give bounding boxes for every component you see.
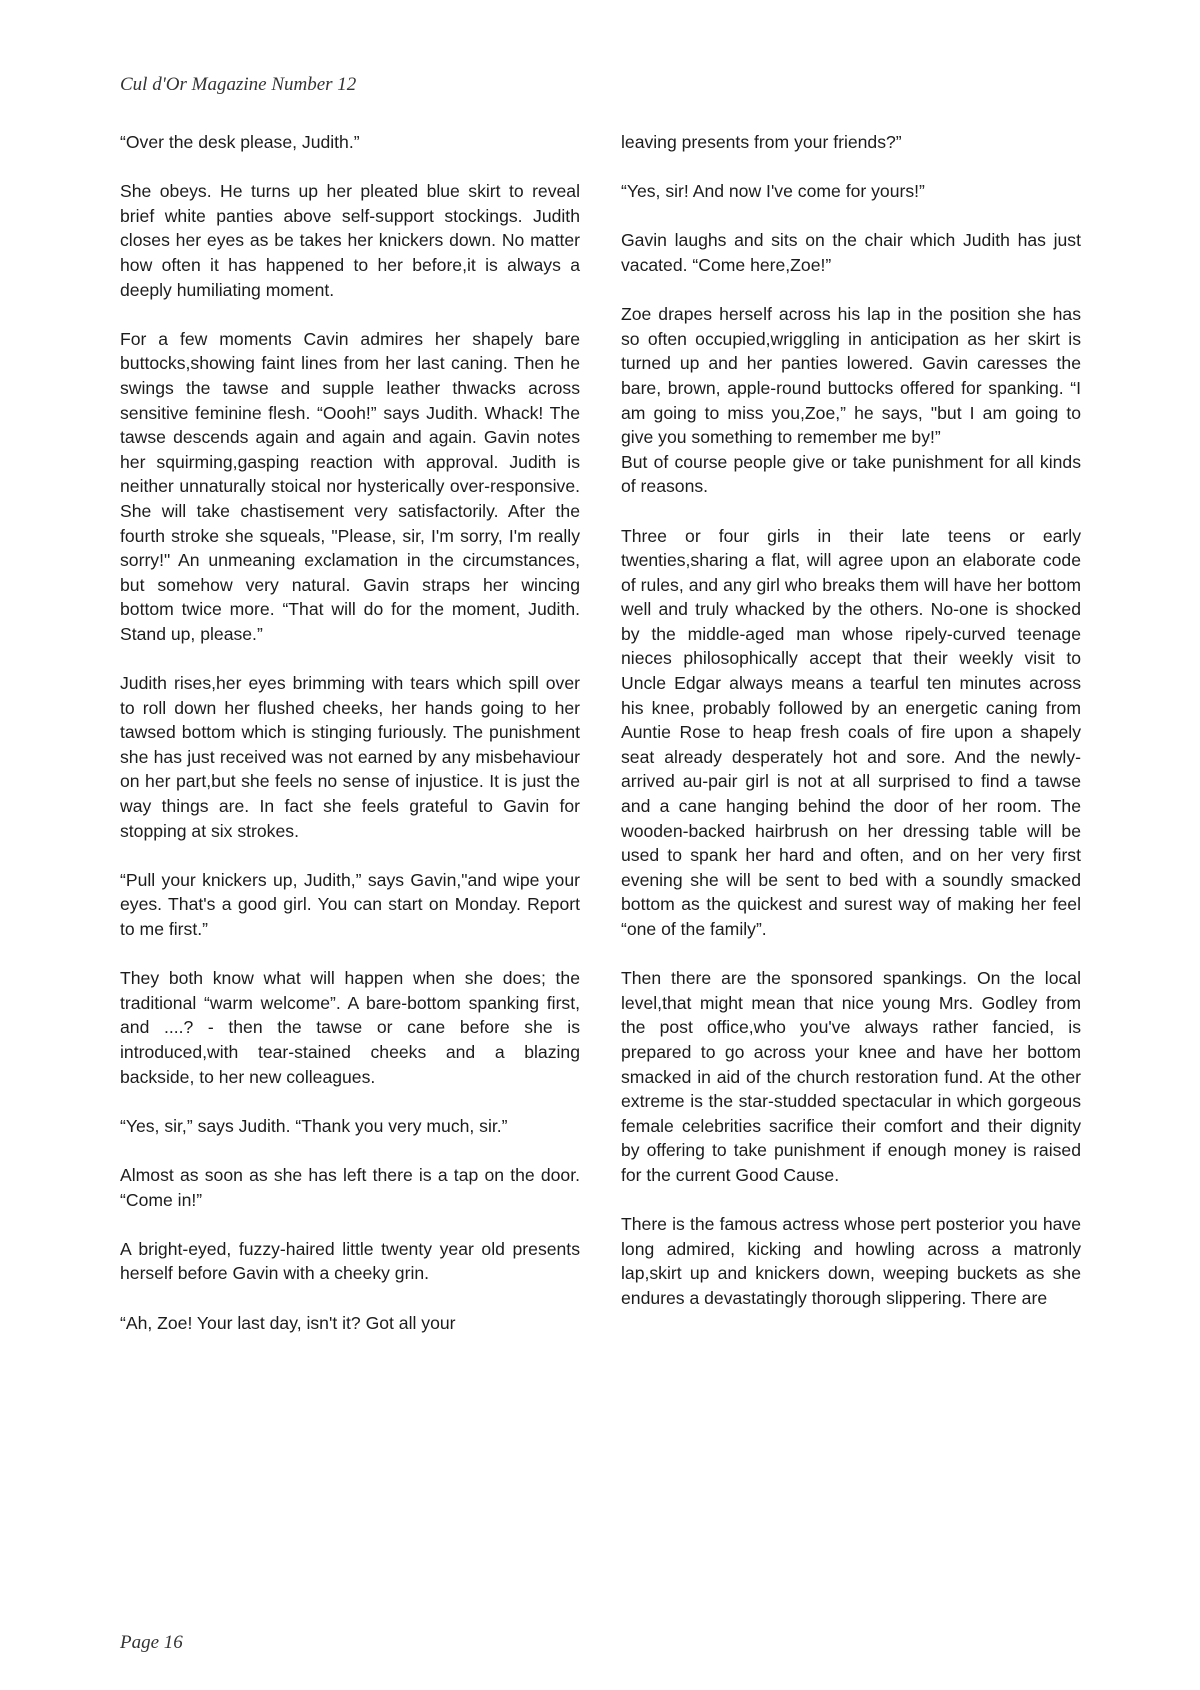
paragraph: “Over the desk please, Judith.”	[120, 132, 360, 152]
paragraph: “Ah, Zoe! Your last day, isn't it? Got all your	[120, 1312, 456, 1333]
paragraph: Then there are the sponsored spankings. On the local level,that might mean that nice young Mrs. Godley from the post office,who you've always rather fancied, is prepared to go across your knee and have her bottom smacked in aid of the church restoration fund. At the other extreme is the star-studded spectacular in which gorgeous female celebrities sacrifice their comfort and their dignity by offering to take punishment if enough money is raised for the current Good Cause.	[621, 968, 1081, 1185]
paragraph: “Yes, sir! And now I've come for yours!”	[621, 181, 925, 202]
right-column	[621, 130, 1081, 1335]
paragraph: She obeys. He turns up her pleated blue skirt to reveal brief white panties above self-support stockings. Judith closes her eyes as be takes her knickers down. No matter how often it has happened to her before,it is always a deeply humiliating moment.	[120, 181, 580, 300]
paragraph: Almost as soon as she has left there is a tap on the door. “Come in!”	[120, 1164, 580, 1210]
running-header: Cul d'Or Magazine Number 12	[120, 74, 357, 95]
left-column	[120, 130, 580, 1360]
paragraph: A bright-eyed, fuzzy-haired little twenty year old presents herself before Gavin with a cheeky grin.	[120, 1238, 580, 1284]
paragraph: leaving presents from your friends?”	[621, 132, 902, 152]
page-number: Page 16	[120, 1632, 183, 1653]
paragraph: There is the famous actress whose pert posterior you have long admired, kicking and howling across a matronly lap,skirt up and knickers down, weeping buckets as she endures a devastatingly thorough slippering. There are	[621, 1214, 1081, 1308]
paragraph: For a few moments Cavin admires her shapely bare buttocks,showing faint lines from her last caning. Then he swings the tawse and supple leather thwacks across sensitive feminine flesh. “Oooh!” says Judith. Whack! The tawse descends again and again and again. Gavin notes her squirming,gasping reaction with approval. Judith is neither unnaturally stoical nor hysterically over-responsive. She will take chastisement very satisfactorily. After the fourth stroke she squeals, "Please, sir, I'm sorry, I'm really sorry!" An unmeaning exclamation in the circumstances, but somehow very natural. Gavin straps her wincing bottom twice more. “That will do for the moment, Judith. Stand up, please.”	[120, 328, 580, 644]
paragraph: “Pull your knickers up, Judith,” says Gavin,"and wipe your eyes. That's a good girl. You can start on Monday. Report to me first.”	[120, 869, 580, 939]
paragraph: They both know what will happen when she does; the traditional “warm welcome”. A bare-bottom spanking first, and ....? - then the tawse or cane before she is introduced,with tear-stained cheeks and a blazing backside, to her new colleagues.	[120, 968, 580, 1087]
paragraph: Gavin laughs and sits on the chair which Judith has just vacated. “Come here,Zoe!”	[621, 230, 1081, 275]
paragraph: But of course people give or take punishment for all kinds of reasons.	[621, 451, 1081, 497]
paragraph: Judith rises,her eyes brimming with tears which spill over to roll down her flushed cheeks, her hands going to her tawsed bottom which is stinging furiously. The punishment she has just received was not earned by any misbehaviour on her part,but she feels no sense of injustice. It is just the way things are. In fact she feels grateful to Gavin for stopping at six strokes.	[120, 673, 580, 841]
paragraph: “Yes, sir,” says Judith. “Thank you very much, sir.”	[120, 1115, 508, 1136]
paragraph: Three or four girls in their late teens or early twenties,sharing a flat, will agree upon an elaborate code of rules, and any girl who breaks them will have her bottom well and truly whacked by the others. No-one is shocked by the middle-aged man whose ripely-curved teenage nieces philosophically accept that their weekly visit to Uncle Edgar always means a tearful ten minutes across his knee, probably followed by an energetic caning from Auntie Rose to heap fresh coals of fire upon a shapely seat already desperately hot and sore. And the newly-arrived au-pair girl is not at all surprised to find a tawse and a cane hanging behind the door of her room. The wooden-backed hairbrush on her dressing table will be used to spank her hard and often, and on her very first evening she will be sent to bed with a soundly smacked bottom as the quickest and surest way of making her feel “one of the family”.	[621, 525, 1081, 939]
paragraph: Zoe drapes herself across his lap in the position she has so often occupied,wriggling in anticipation as her skirt is turned up and her panties lowered. Gavin caresses the bare, brown, apple-round buttocks offered for spanking. “I am going to miss you,Zoe,” he says, "but I am going to give you something to remember me by!”	[621, 304, 1081, 448]
